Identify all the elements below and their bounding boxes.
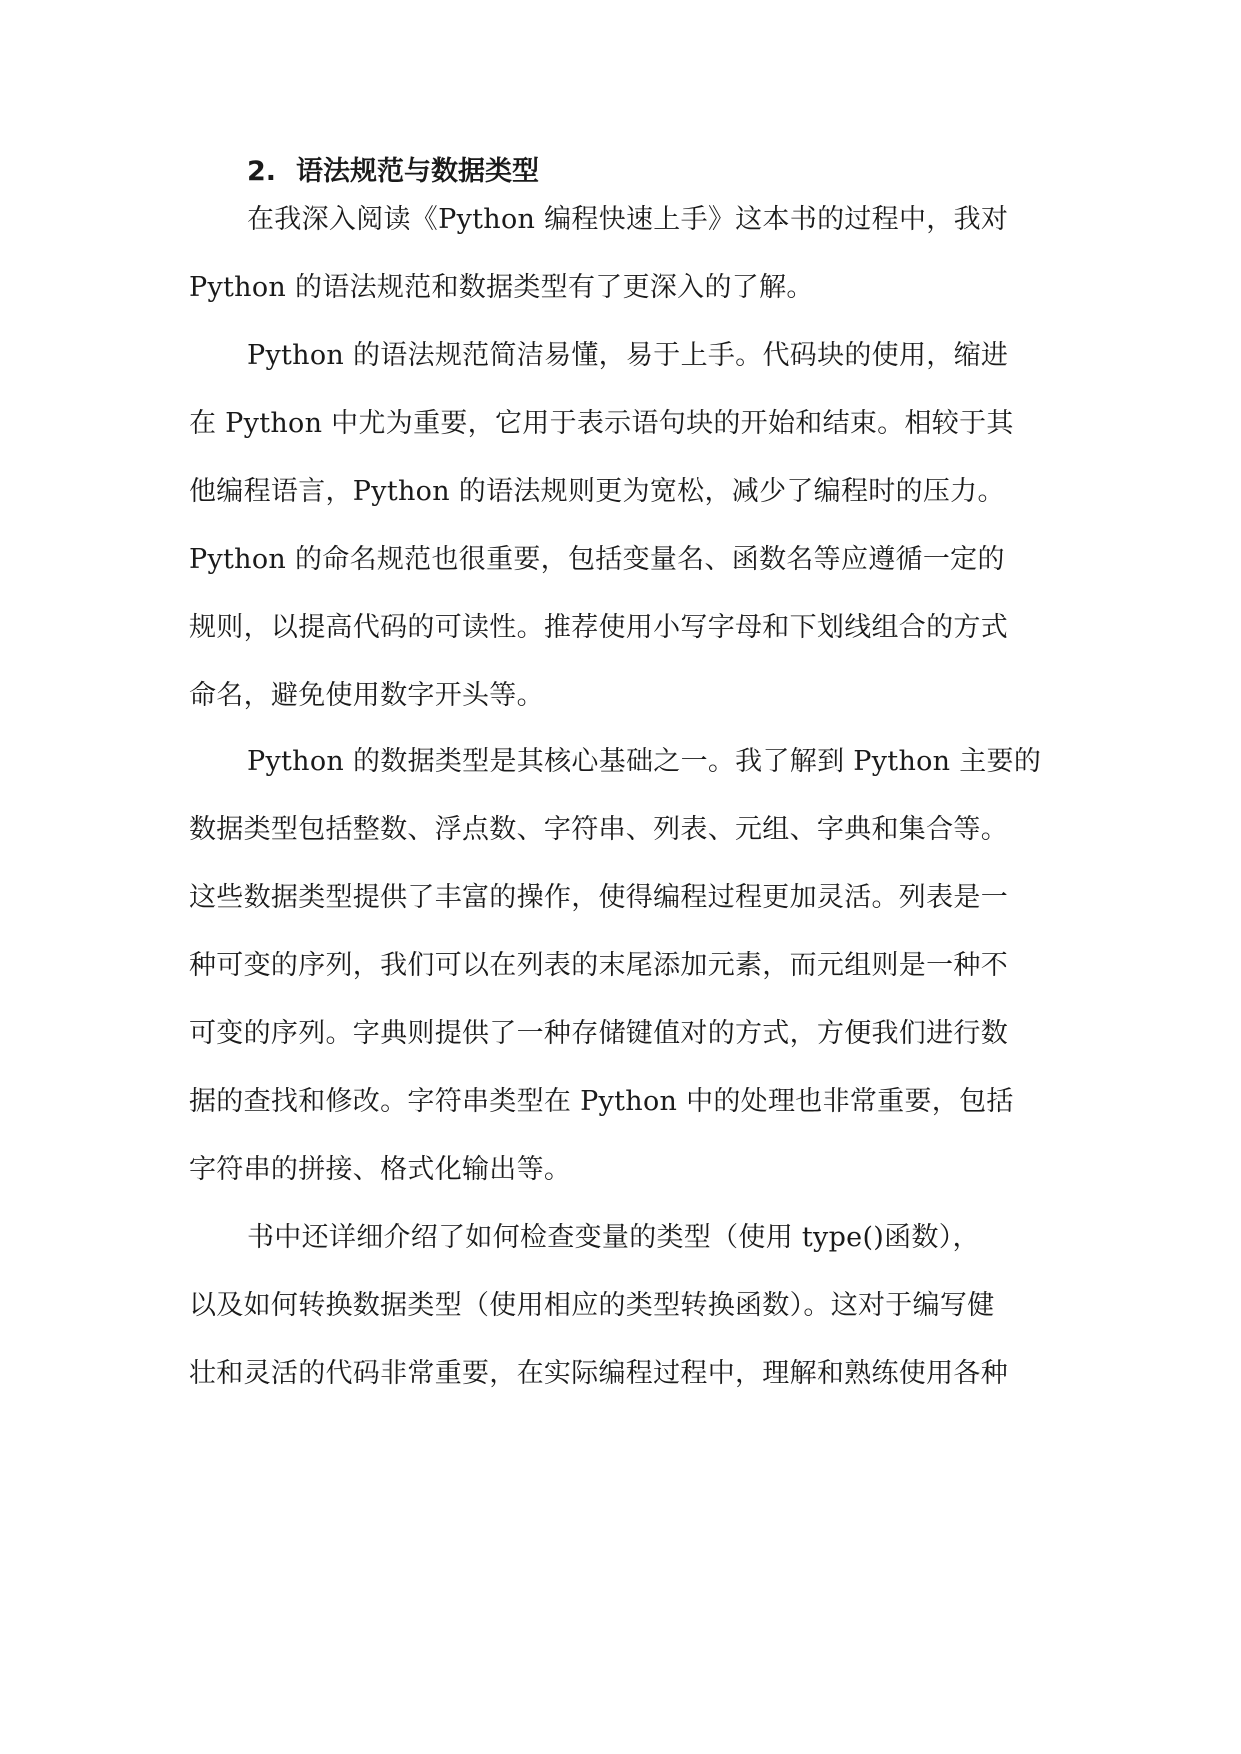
- paragraph-2-line-4: Python 的命名规范也很重要，包括变量名、函数名等应遵循一定的: [189, 544, 1005, 575]
- paragraph-3-line-3: 这些数据类型提供了丰富的操作，使得编程过程更加灵活。列表是一: [189, 882, 1008, 913]
- paragraph-4-line-1: 书中还详细介绍了如何检查变量的类型（使用 type()函数），: [247, 1222, 980, 1253]
- paragraph-3-line-7: 字符串的拼接、格式化输出等。: [189, 1154, 572, 1185]
- paragraph-2-line-5: 规则，以提高代码的可读性。推荐使用小写字母和下划线组合的方式: [189, 612, 1008, 643]
- paragraph-4-line-2: 以及如何转换数据类型（使用相应的类型转换函数）。这对于编写健: [189, 1290, 995, 1321]
- paragraph-1-line-2: Python 的语法规范和数据类型有了更深入的了解。: [189, 272, 814, 303]
- paragraph-3-line-1: Python 的数据类型是其核心基础之一。我了解到 Python 主要的: [247, 746, 1042, 777]
- paragraph-3-line-4: 种可变的序列，我们可以在列表的末尾添加元素，而元组则是一种不: [189, 950, 1008, 981]
- paragraph-3-line-6: 据的查找和修改。字符串类型在 Python 中的处理也非常重要，包括: [189, 1086, 1014, 1117]
- paragraph-2-line-6: 命名，避免使用数字开头等。: [189, 680, 544, 711]
- paragraph-2-line-2: 在 Python 中尤为重要，它用于表示语句块的开始和结束。相较于其: [189, 408, 1014, 439]
- section-heading: [247, 152, 539, 192]
- paragraph-3-line-5: 可变的序列。字典则提供了一种存储键值对的方式，方便我们进行数: [189, 1018, 1008, 1049]
- paragraph-2-line-1: Python 的语法规范简洁易懂，易于上手。代码块的使用，缩进: [247, 340, 1009, 371]
- section-number: 2.: [247, 156, 277, 187]
- section-title: 语法规范与数据类型: [296, 156, 540, 187]
- paragraph-2-line-3: 他编程语言，Python 的语法规则更为宽松，减少了编程时的压力。: [189, 476, 1005, 507]
- paragraph-3-line-2: 数据类型包括整数、浮点数、字符串、列表、元组、字典和集合等。: [189, 814, 1008, 845]
- paragraph-4-line-3: 壮和灵活的代码非常重要，在实际编程过程中，理解和熟练使用各种: [189, 1358, 1008, 1389]
- paragraph-1-line-1: 在我深入阅读《Python 编程快速上手》这本书的过程中，我对: [247, 204, 1009, 235]
